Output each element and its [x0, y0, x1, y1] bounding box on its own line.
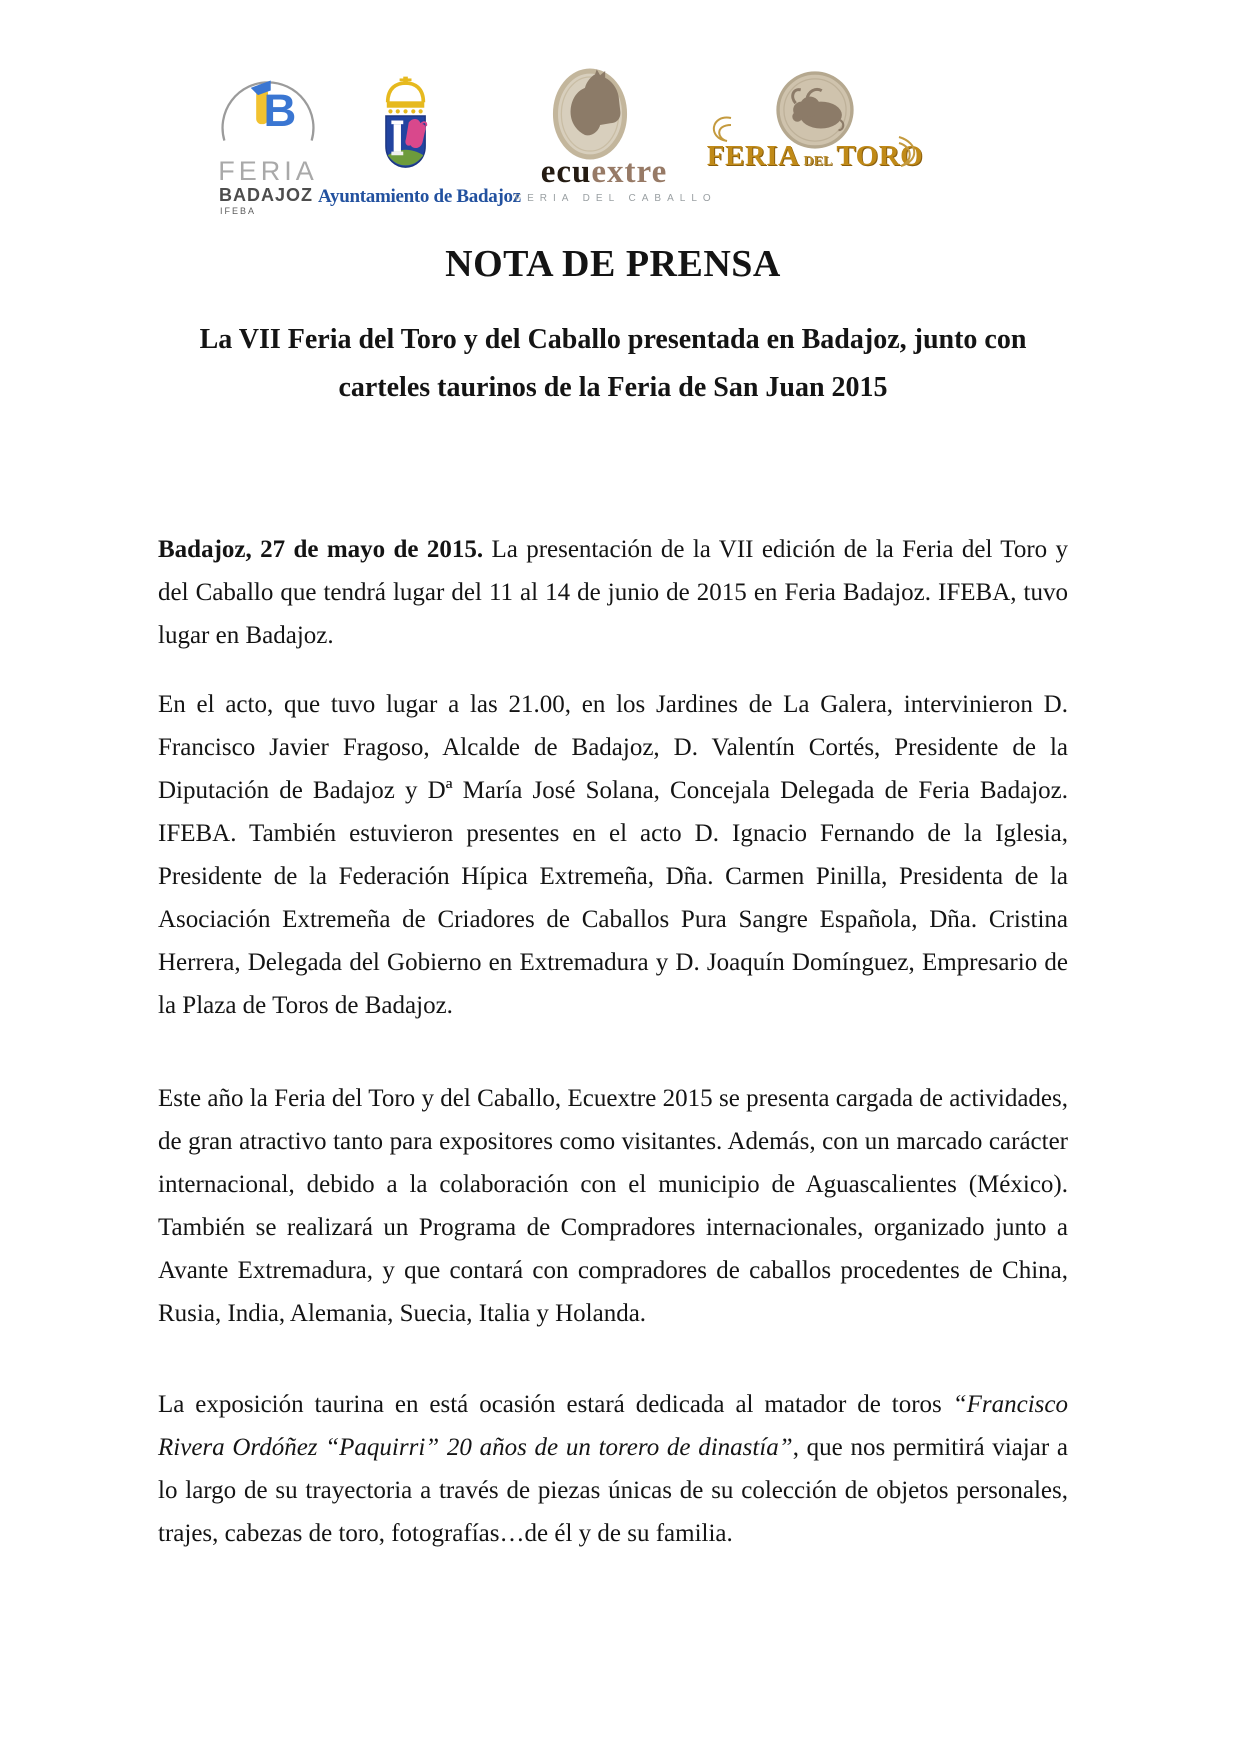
ecuextre-wordmark-dark: ecu — [540, 154, 592, 190]
paragraph-3-text: Este año la Feria del Toro y del Caballo, Ecuextre 2015 se presenta cargada de actividades, de gran atractivo tanto para expositores como visitantes. Además, con un marcado carácter internacional, debido a la colaboración con el municipio de Aguascalientes (México). También se realizará un Programa de Compradores internacionales, organizado junto a Avante Extremadura, y que contará con compradores de caballos procedentes de China, Rusia, India, Alemania, Suecia, Italia y Holanda. — [158, 1085, 1068, 1327]
logo-feria-del-toro — [706, 68, 924, 172]
paragraph-4-rest: , que nos permitirá viajar a lo largo de su trayectoria a través de piezas únicas de su colección de objetos personales, trajes, cabezas de toro, fotografías…de él y de su familia. — [158, 1434, 1068, 1547]
paragraph-4-lead: La exposición taurina en está ocasión estará dedicada al matador de toros — [158, 1391, 953, 1418]
ecuextre-wordmark — [515, 156, 693, 189]
page-title: NOTA DE PRENSA — [445, 243, 781, 285]
ecuextre-wordmark-light: extre — [591, 154, 668, 190]
dateline-bold: Badajoz, 27 de mayo de 2015. — [158, 536, 484, 563]
subtitle — [158, 316, 1068, 412]
paragraph-exhibition — [158, 1383, 1068, 1555]
subtitle-line-1: La VII Feria del Toro y del Caballo presentada en Badajoz, junto con — [199, 324, 1027, 355]
horse-head-medallion-icon — [549, 66, 631, 162]
flourish-right-icon — [897, 135, 923, 169]
ifeba-wordmark: IFEBA — [220, 205, 257, 216]
paragraph-2-text: En el acto, que tuvo lugar a las 21.00, en los Jardines de La Galera, intervinieron D. Francisco Javier Fragoso, Alcalde de Badajoz, D. Valentín Cortés, Presidente de la Diputación de Badajoz y Dª María José Solana, Concejala Delegada de Feria Badajoz. IFEBA. También estuvieron presentes en el acto D. Ignacio Fernando de la Iglesia, Presidente de la Federación Hípica Extremeña, Dña. Carmen Pinilla, Presidenta de la Asociación Extremeña de Criadores de Caballos Pura Sangre Española, Dña. Cristina Herrera, Delegada del Gobierno en Extremadura y D. Joaquín Domínguez, Empresario de la Plaza de Toros de Badajoz. — [158, 691, 1068, 1019]
ayuntamiento-caption: Ayuntamiento de Badajoz — [318, 186, 521, 207]
feria-wordmark: FERIA — [218, 156, 318, 186]
paragraph-activities — [158, 1077, 1068, 1335]
paragraph-4-italic: “Francisco Rivera Ordóñez “Paquirri” 20 años de un torero de dinastía” — [158, 1391, 1068, 1461]
logo-strip — [212, 60, 924, 216]
logo-feria-badajoz — [212, 60, 324, 216]
feria-badajoz-monogram-icon — [218, 60, 318, 152]
paragraph-attendees — [158, 683, 1068, 1027]
logo-ecuextre — [515, 66, 717, 204]
toro-word-toro: TORO — [836, 140, 924, 172]
badajoz-wordmark: BADAJOZ — [219, 185, 314, 205]
logo-ayuntamiento-badajoz — [318, 74, 521, 208]
subtitle-line-2: carteles taurinos de la Feria de San Juan 2015 — [338, 372, 888, 403]
flourish-left-icon — [705, 113, 733, 145]
ecuextre-caption: FERIA DEL CABALLO — [515, 193, 717, 204]
badajoz-coat-of-arms-icon — [374, 74, 438, 178]
svg-text:B: B — [263, 85, 297, 136]
toro-word-feria: FERIA — [706, 140, 800, 172]
paragraph-1-text: La presentación de la VII edición de la Feria del Toro y del Caballo que tendrá lugar del 11 al 14 de junio de 2015 en Feria Badajoz. IFEBA, tuvo lugar en Badajoz. — [158, 536, 1068, 649]
toro-word-del: DEL — [803, 154, 833, 169]
paragraph-dateline — [158, 528, 1068, 657]
